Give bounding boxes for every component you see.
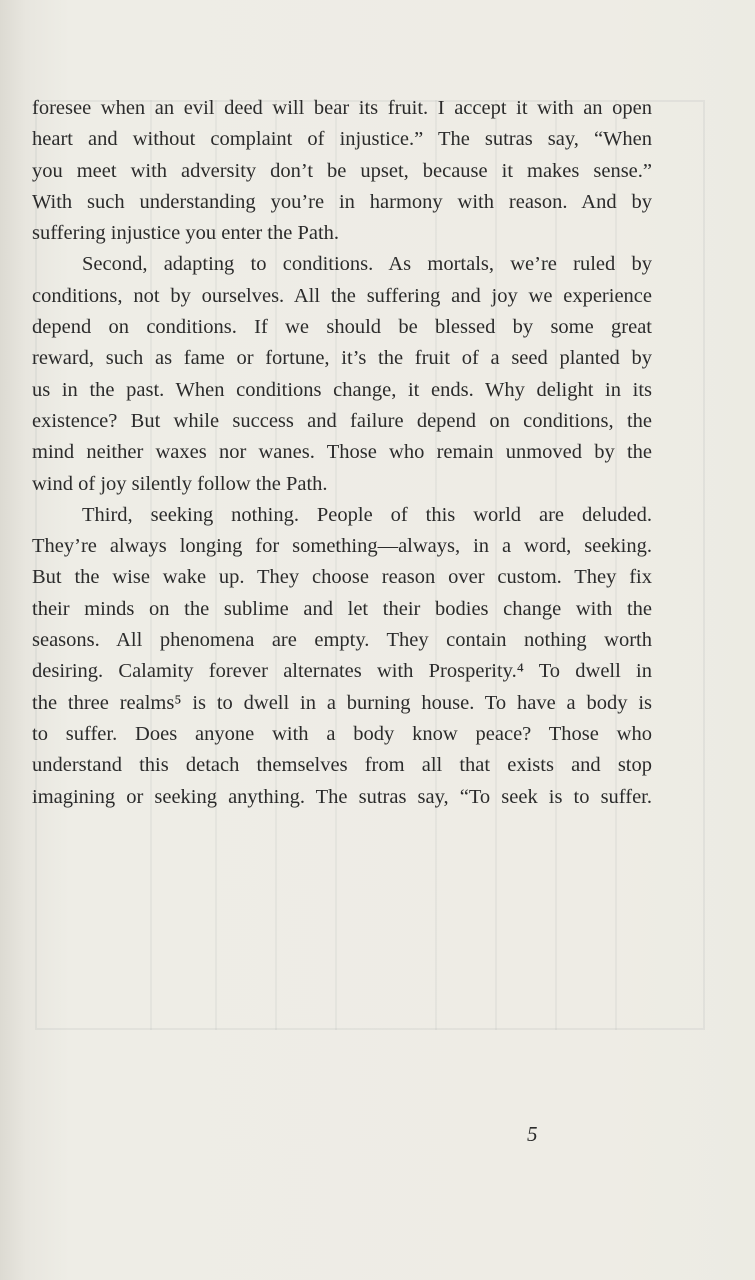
text-line: reward, such as fame or fortune, it’s the fruit of a seed planted by (32, 347, 652, 370)
page-number: 5 (527, 1122, 538, 1146)
text-line: With such understanding you’re in harmony with reason. And by (32, 190, 652, 213)
paragraph-start-line: Third, seeking nothing. People of this world are deluded. (82, 503, 652, 526)
text-line: understand this detach themselves from all that exists and stop (32, 754, 652, 777)
text-line: mind neither waxes nor wanes. Those who remain unmoved by the (32, 441, 652, 464)
text-line: conditions, not by ourselves. All the suffering and joy we experience (32, 284, 652, 307)
text-line: wind of joy silently follow the Path. (32, 472, 328, 495)
text-line: existence? But while success and failure depend on conditions, the (32, 409, 652, 432)
text-line: their minds on the sublime and let their bodies change with the (32, 597, 652, 620)
text-line: seasons. All phenomena are empty. They contain nothing worth (32, 629, 652, 652)
text-line: you meet with adversity don’t be upset, because it makes sense.” (32, 159, 652, 182)
text-line: us in the past. When conditions change, it ends. Why delight in its (32, 378, 652, 401)
text-line: imagining or seeking anything. The sutras say, “To seek is to suffer. (32, 785, 652, 808)
text-line: But the wise wake up. They choose reason over custom. They fix (32, 566, 652, 589)
text-line: the three realms⁵ is to dwell in a burning house. To have a body is (32, 691, 652, 714)
text-line: They’re always longing for something—always, in a word, seeking. (32, 535, 652, 558)
text-line: depend on conditions. If we should be blessed by some great (32, 316, 652, 339)
body-text (32, 93, 652, 813)
text-line: desiring. Calamity forever alternates with Prosperity.⁴ To dwell in (32, 660, 652, 683)
text-line: suffering injustice you enter the Path. (32, 222, 340, 245)
paragraph-start-line: Second, adapting to conditions. As mortals, we’re ruled by (82, 253, 652, 276)
text-line: heart and without complaint of injustice.” The sutras say, “When (32, 128, 652, 151)
text-line: foresee when an evil deed will bear its fruit. I accept it with an open (32, 97, 652, 119)
text-line: to suffer. Does anyone with a body know peace? Those who (32, 722, 652, 745)
